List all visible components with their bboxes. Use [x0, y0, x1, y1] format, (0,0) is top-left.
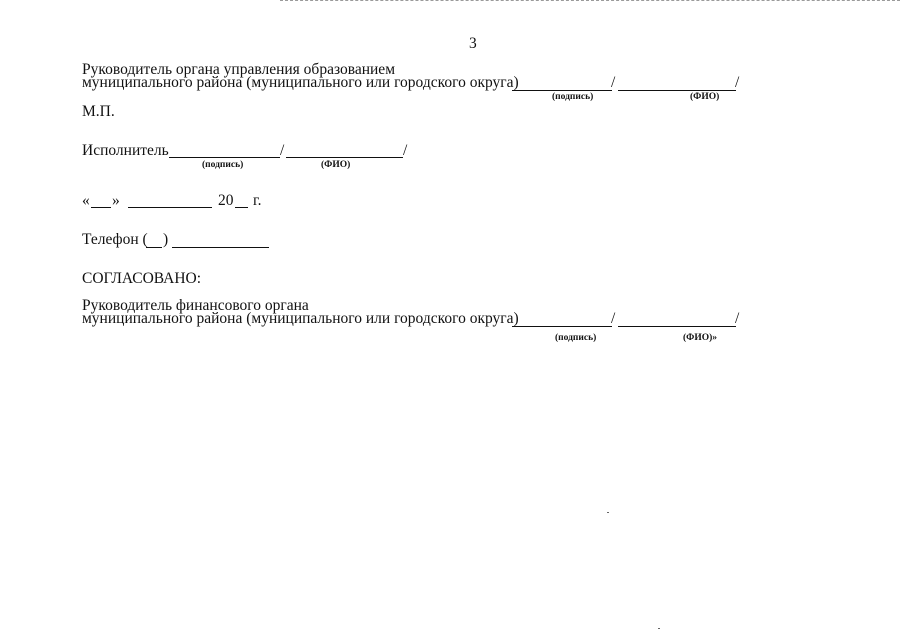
education-head-subtitle: муниципального района (муниципального или городского округа): [82, 74, 519, 91]
phone-close-paren: ): [163, 231, 169, 248]
education-head-slash-1: /: [611, 74, 616, 91]
executor-name-line[interactable]: [286, 157, 403, 158]
executor-signature-line[interactable]: [169, 157, 280, 158]
finance-head-signature-line[interactable]: [512, 326, 612, 327]
education-head-caption-signature: (подпись): [552, 92, 594, 102]
scan-speck: [607, 512, 609, 513]
education-head-slash-2: /: [735, 74, 740, 91]
stamp-place-label: М.П.: [82, 103, 115, 120]
date-day-line[interactable]: [91, 207, 111, 208]
approved-heading: СОГЛАСОВАНО:: [82, 270, 202, 287]
executor-label: Исполнитель: [82, 142, 169, 159]
date-month-line[interactable]: [128, 207, 212, 208]
date-year-suffix: г.: [253, 192, 262, 209]
phone-number-line[interactable]: [172, 247, 269, 248]
date-close-quote: »: [112, 192, 120, 209]
education-head-caption-name: (ФИО): [690, 92, 720, 102]
executor-caption-signature: (подпись): [202, 160, 244, 170]
finance-head-title: Руководитель финансового органа: [82, 297, 309, 314]
phone-code-line[interactable]: [146, 247, 162, 248]
date-year-line[interactable]: [235, 207, 248, 208]
scan-speck: [658, 628, 660, 629]
finance-head-caption-name: (ФИО)»: [683, 333, 718, 343]
executor-caption-name: (ФИО): [321, 160, 351, 170]
education-head-name-line[interactable]: [618, 90, 736, 91]
executor-slash-1: /: [280, 142, 285, 159]
education-head-signature-line[interactable]: [512, 90, 612, 91]
finance-head-subtitle: муниципального района (муниципального или городского округа): [82, 310, 519, 327]
finance-head-slash-2: /: [735, 310, 740, 327]
date-open-quote: «: [82, 192, 90, 209]
finance-head-slash-1: /: [611, 310, 616, 327]
education-head-title: Руководитель органа управления образованием: [82, 61, 395, 78]
phone-label: Телефон (: [82, 231, 148, 248]
date-year-prefix: 20: [218, 192, 234, 209]
page-number: 3: [469, 35, 477, 52]
finance-head-name-line[interactable]: [618, 326, 736, 327]
executor-slash-2: /: [403, 142, 408, 159]
scan-edge-artifact: [280, 0, 900, 3]
finance-head-caption-signature: (подпись): [555, 333, 597, 343]
